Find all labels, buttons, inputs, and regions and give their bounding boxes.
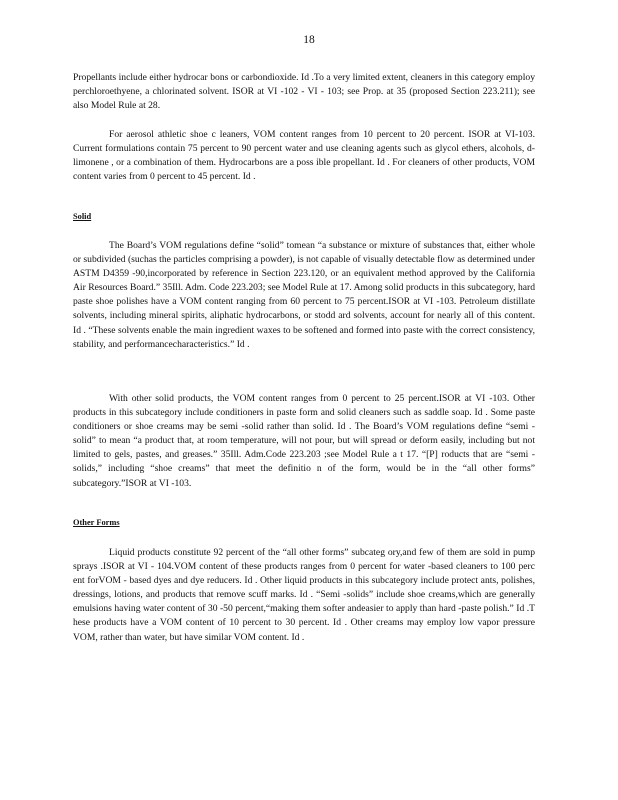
paragraph-liquid-products	[73, 546, 535, 645]
paragraph-aerosol-cleaners	[73, 128, 535, 184]
paragraph-propellants: Propellants include either hydrocar bons or carbondioxide. Id .To a very limited extent, cleaners in this category employ perchloroethyene, a chlorinated solvent. ISOR at VI -102 - VI - 103; see Prop. at 35 (proposed Section 223.211); see also Model Rule at 28.	[73, 72, 535, 112]
paragraph-text: Liquid products constitute 92 percent of the “all other forms” subcateg ory,and few of them are sold in pump sprays .ISOR at VI - 104.VOM content of these products ranges from 0 percent for water -based cleaners to 100 perc ent forVOM - based dyes and dye reducers. Id . Other liquid products in this subcategory include protect ants, polishes, dressings, lotions, and products that remove scuff marks. Id . “Semi -solids” include shoe creams,which are generally emulsions having water content of 30 -50 percent,“making them softer andeasier to apply than hard -paste polish.” Id .T hese products have a VOM content of 10 percent to 30 percent. Id . Other creams may employ low vapor pressure VOM, rather than water, but have similar VOM content. Id .	[73, 547, 535, 643]
paragraph-text: For aerosol athletic shoe c leaners, VOM content ranges from 10 percent to 20 percent. ISOR at VI-103. Current formulations contain 75 percent to 90 percent water and use cleaning agents such as glycol ethers, alcohols, d-limonene , or a combination of them. Hydrocarbons are a poss ible propellant. Id . For cleaners of other products, VOM content varies from 0 percent to 45 percent. Id .	[73, 129, 535, 183]
paragraph-text: The Board’s VOM regulations define “solid” tomean “a substance or mixture of substances that, either whole or subdivided (suchas the particles comprising a powder), is not capable of visually detectable flow as determined under ASTM D4359 -90,incorporated by reference in Section 223.120, or an equivalent method approved by the California Air Resources Board.” 35Ill. Adm. Code 223.203; see Model Rule at 17. Among solid products in this subcategory, hard paste shoe polishes have a VOM content ranging from 60 percent to 75 percent.ISOR at VI -103. Petroleum distillate solvents, including mineral spirits, aliphatic hydrocarbons, or stodd ard solvents, account for nearly all of this content. Id . “These solvents enable the main ingredient waxes to be softened and formed into paste with the correct consistency, stability, and performancecharacteristics.” Id .	[73, 240, 535, 350]
paragraph-text: With other solid products, the VOM content ranges from 0 percent to 25 percent.ISOR at VI -103. Other products in this subcategory include conditioners in paste form and solid cleaners such as saddle soap. Id . Some paste conditioners or shoe creams may be semi -solid rather than solid. Id . The Board’s VOM regulations define “semi -solid” to mean “a product that, at room temperature, will not pour, but will spread or deform easily, including but not limited to gels, pastes, and greases.” 35Ill. Adm.Code 223.203 ;see Model Rule a t 17. “[P] roducts that are “semi -solids,” including “shoe creams” that meet the definitio n of the form, would be in the “all other forms” subcategory.”ISOR at VI -103.	[73, 393, 535, 489]
paragraph-other-solid-products	[73, 392, 535, 491]
paragraph-solid-definition	[73, 239, 535, 352]
section-heading-solid: Solid	[73, 212, 92, 221]
page-number: 18	[303, 34, 315, 46]
section-heading-other-forms: Other Forms	[73, 518, 120, 527]
